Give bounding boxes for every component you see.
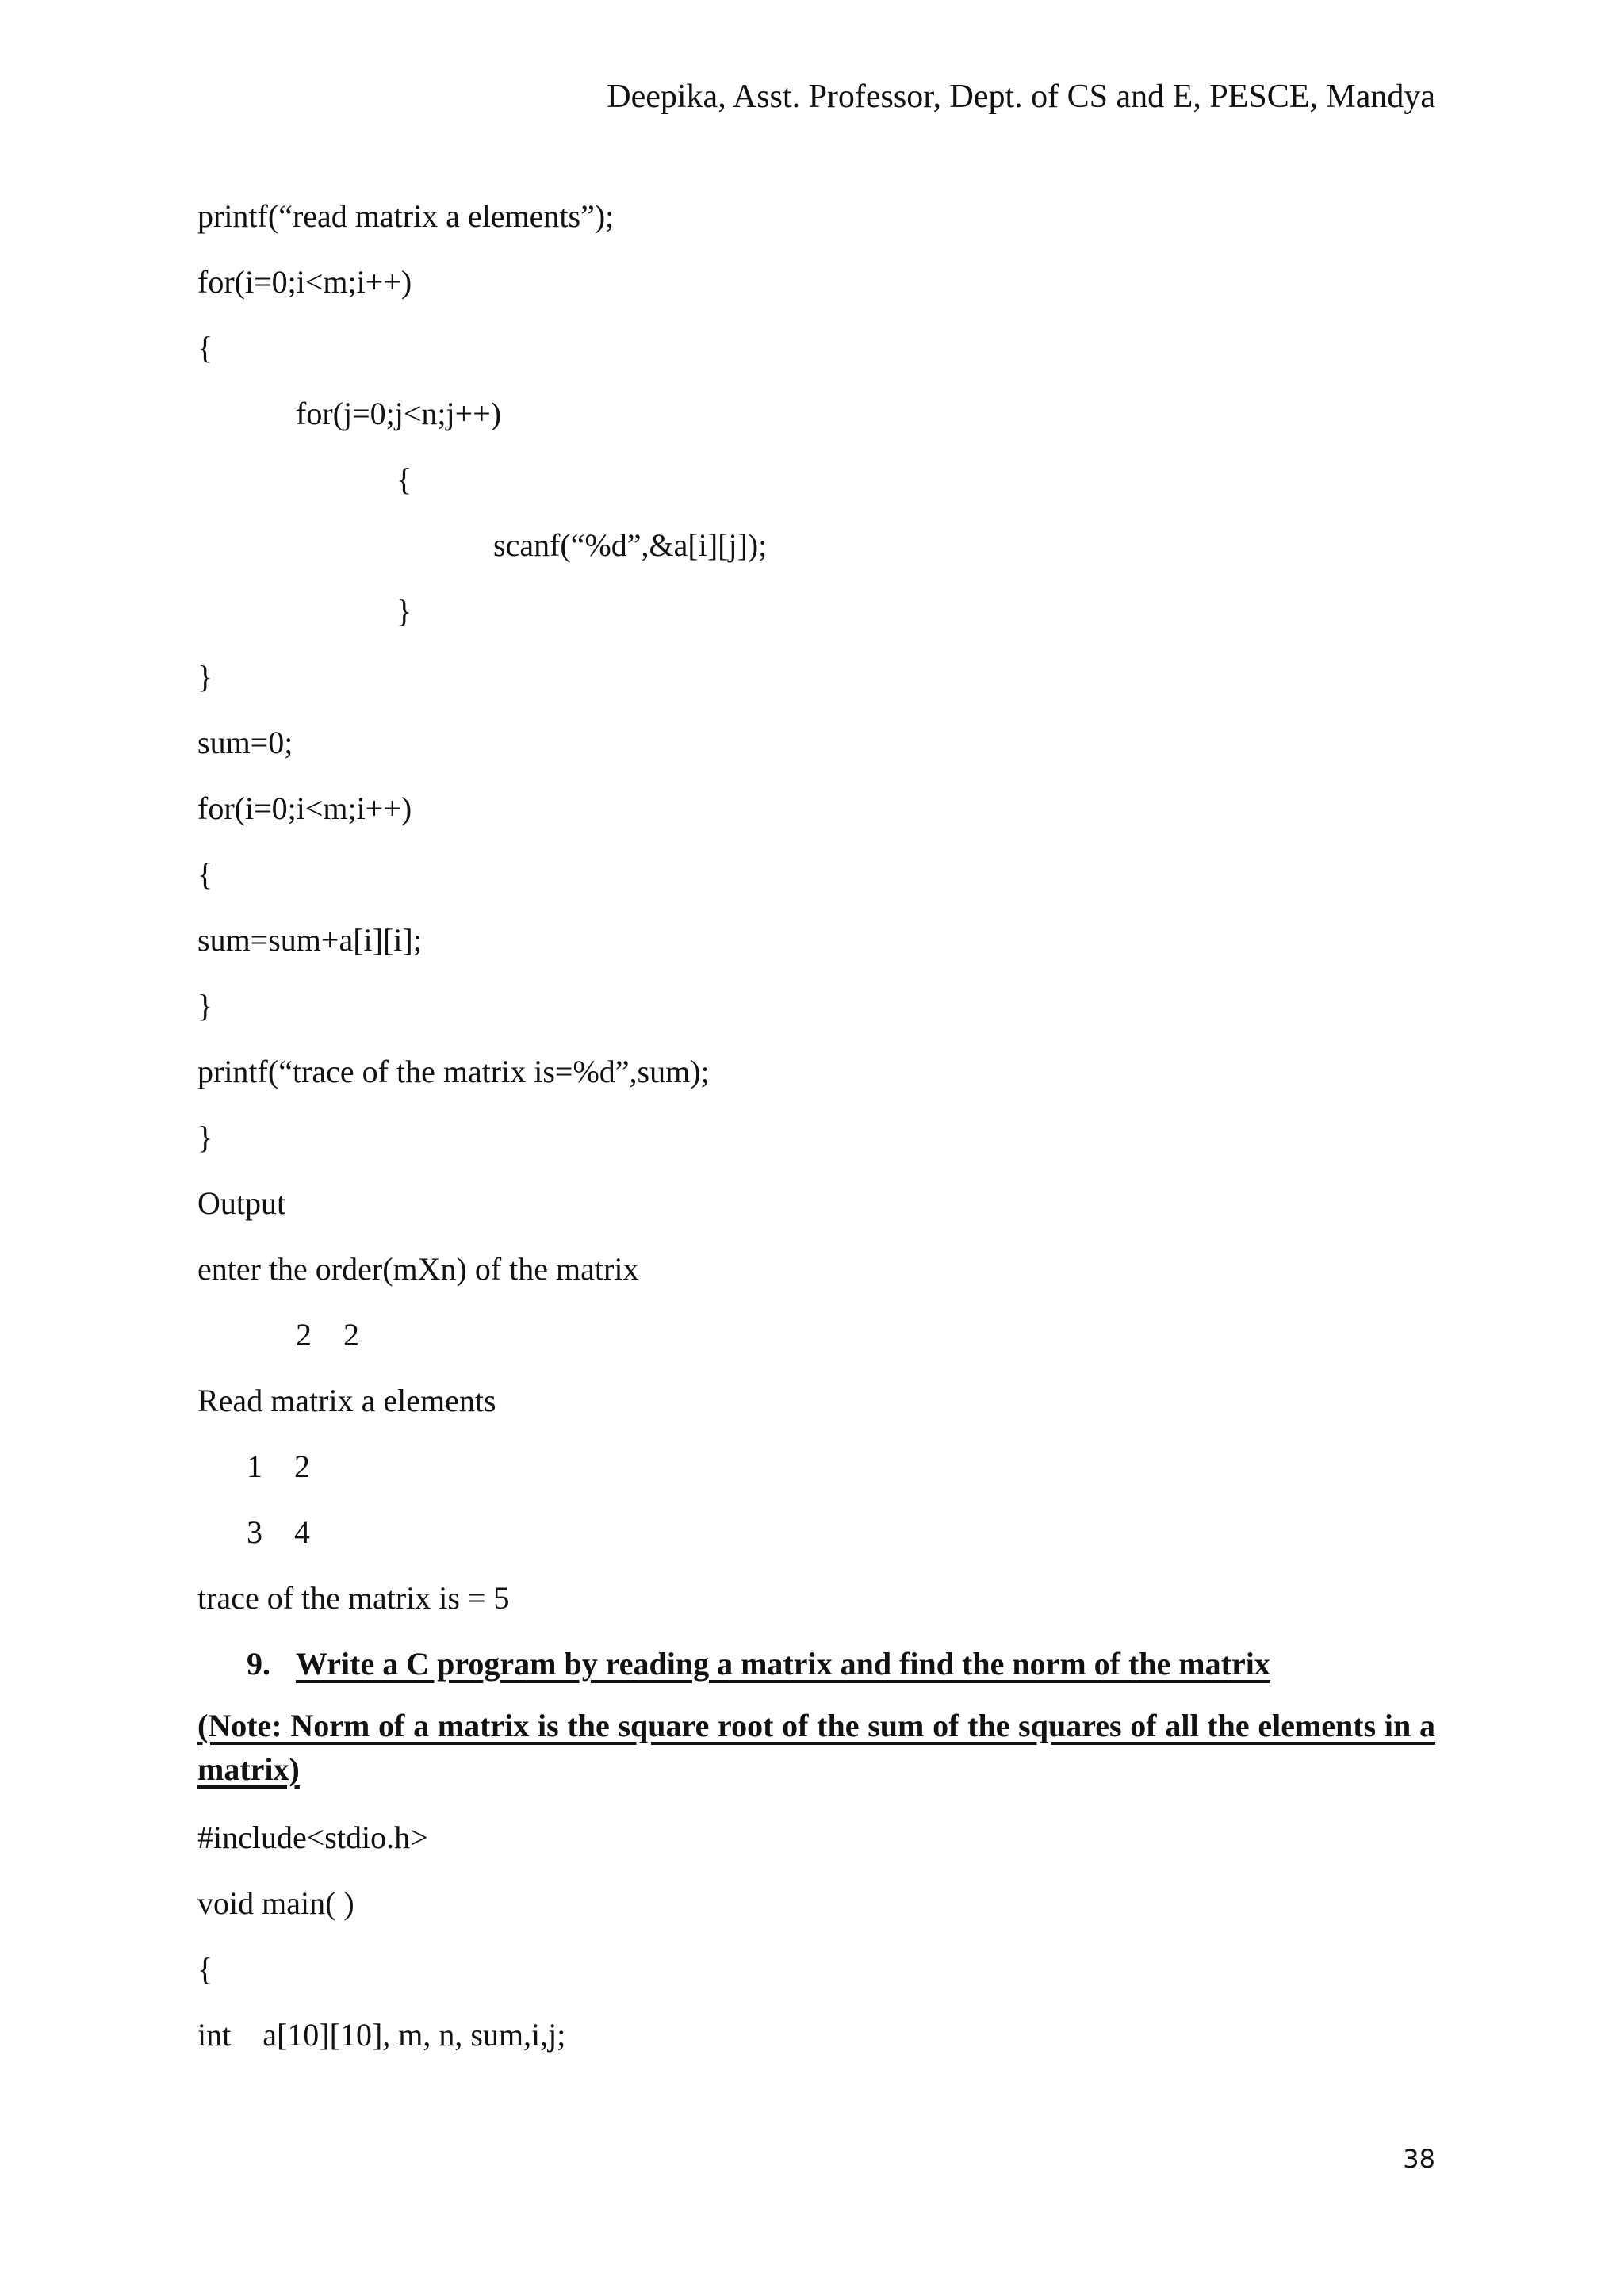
code-line: void main( ): [197, 1885, 354, 1921]
output-line: 3 4: [247, 1514, 310, 1550]
page-header: Deepika, Asst. Professor, Dept. of CS and E, PESCE, Mandya: [607, 78, 1435, 115]
output-line: 1 2: [247, 1448, 310, 1484]
code-line: {: [396, 461, 412, 497]
code-line: }: [197, 659, 213, 695]
code-line: {: [197, 330, 213, 365]
output-line: trace of the matrix is = 5: [197, 1580, 510, 1616]
code-line: for(i=0;i<m;i++): [197, 790, 412, 826]
code-line: scanf(“%d”,&a[i][j]);: [493, 527, 768, 563]
code-line: sum=sum+a[i][i];: [197, 922, 422, 958]
code-line: }: [197, 988, 213, 1024]
code-line: {: [197, 856, 213, 892]
question-note: (Note: Norm of a matrix is the square root of the sum of the squares of all the elements in a matrix): [197, 1708, 1435, 1787]
code-line: }: [396, 593, 412, 629]
output-line: Read matrix a elements: [197, 1383, 496, 1418]
output-line: enter the order(mXn) of the matrix: [197, 1251, 639, 1287]
code-line: }: [197, 1119, 213, 1155]
code-line: #include<stdio.h>: [197, 1820, 428, 1855]
code-line: for(i=0;i<m;i++): [197, 264, 412, 300]
output-line: 2 2: [296, 1317, 359, 1353]
question-number: 9.: [247, 1646, 270, 1682]
output-label: Output: [197, 1185, 286, 1221]
code-line: {: [197, 1951, 213, 1987]
question-title: Write a C program by reading a matrix and find the norm of the matrix: [296, 1646, 1270, 1682]
page-number: 38: [1403, 2144, 1435, 2174]
code-line: for(j=0;j<n;j++): [296, 396, 502, 431]
code-line: int a[10][10], m, n, sum,i,j;: [197, 2017, 566, 2053]
code-line: printf(“read matrix a elements”);: [197, 198, 615, 234]
code-line: printf(“trace of the matrix is=%d”,sum);: [197, 1054, 710, 1089]
code-line: sum=0;: [197, 725, 293, 760]
